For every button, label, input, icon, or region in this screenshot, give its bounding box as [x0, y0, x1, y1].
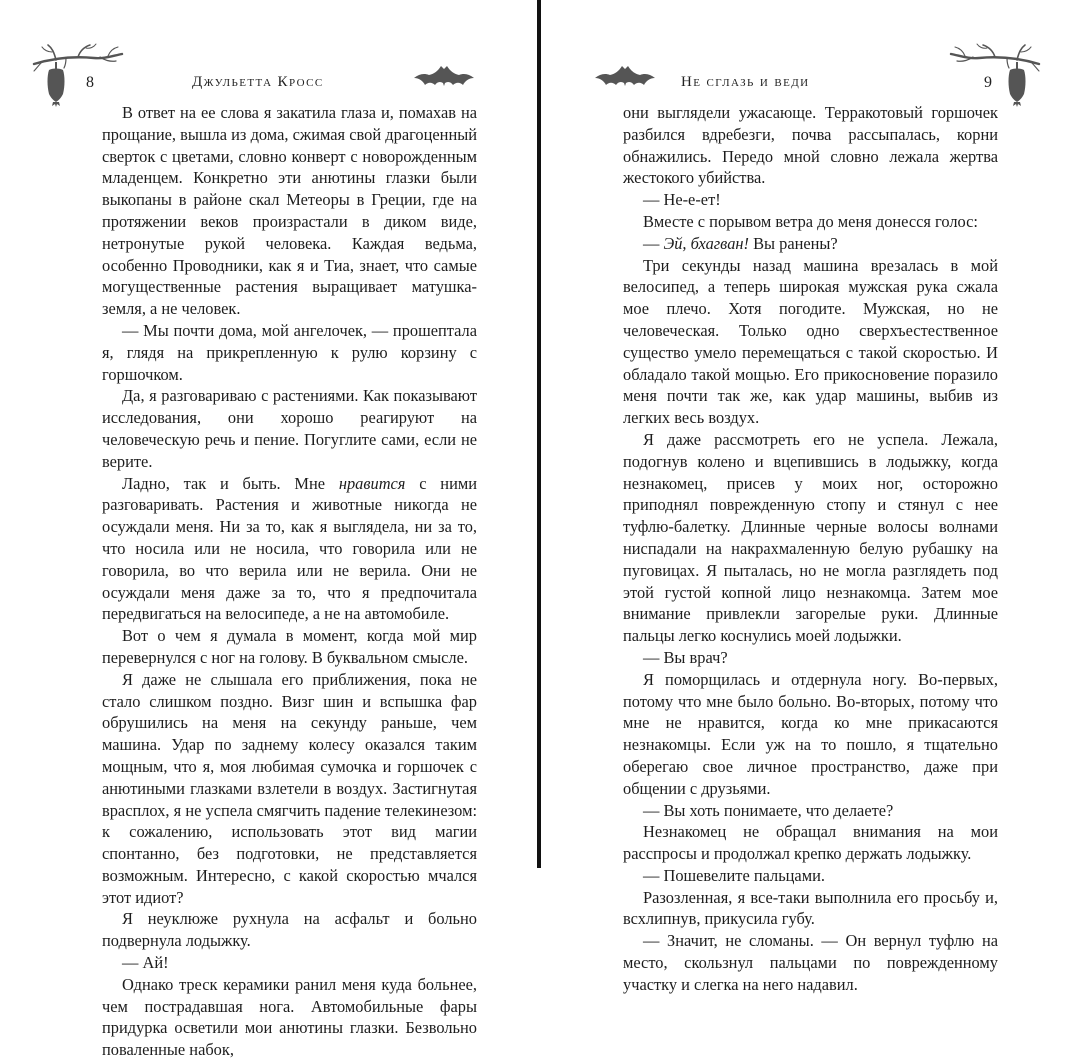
- paragraph: — Не-е-ет!: [643, 190, 721, 210]
- paragraph: Вместе с порывом ветра до меня донесся голос:: [643, 211, 978, 231]
- paragraph: Разозленная, я все-таки выполнила его просьбу и, всхлипнув, прикусила губу.: [623, 887, 998, 929]
- paragraph: — Вы врач?: [643, 647, 728, 667]
- left-page: [0, 0, 537, 1060]
- flying-bat-icon: [412, 64, 478, 88]
- tree-branch-with-hanging-bat-icon: [947, 40, 1047, 110]
- right-page: [541, 0, 1074, 994]
- paragraph: — Пошевелите пальцами.: [643, 865, 825, 885]
- paragraph: Незнакомец не обращал внимания на мои расспросы и продолжал крепко держать лодыжку.: [623, 822, 998, 864]
- page-number: 9: [984, 74, 992, 91]
- paragraph: Вот о чем я думала в момент, когда мой мир перевернулся с ног на голову. В буквальном смысле.: [102, 626, 477, 667]
- flying-bat-icon: [593, 64, 659, 88]
- body-text: [102, 102, 477, 1061]
- running-header: Не сглазь и веди: [681, 74, 810, 90]
- paragraph: Да, я разговариваю с растениями. Как показывают исследования, они хорошо реагируют на человеческую речь и пение. Погуглите сами, если не верите.: [102, 386, 477, 471]
- paragraph: Однако треск керамики ранил меня куда больнее, чем пострадавшая нога. Автомобильные фары придурка осветили мои анютины глазки. Безвольно поваленные набок,: [102, 974, 477, 1060]
- page-number: 8: [86, 74, 94, 91]
- paragraph: — Мы почти дома, мой ангелочек, — прошептала я, глядя на прикрепленную к рулю корзину с горшочком.: [102, 320, 477, 384]
- paragraph: Ладно, так и быть. Мне нравится с ними разговаривать. Растения и животные никогда не осуждали меня. Ни за то, как я выглядела, ни за то, что носила или не носила, что говорила или не говорила, во что верила или не верила. Они не осуждали меня даже за то, что я предпочитала передвигаться на велосипеде, а не на автомобиле.: [102, 473, 477, 624]
- italic-emphasis: нравится: [338, 473, 406, 493]
- paragraph: Три секунды назад машина врезалась в мой велосипед, а теперь широкая мужская рука сжала мое плечо. Хотя погодите. Мужская, но не человеческая. Только одно сверхъестественное существо умело перемещаться с такой скоростью. И обладало такой мощью. Его прикосновение поразило меня почти так же, как удар машины, выбив из легких весь воздух.: [623, 255, 998, 428]
- italic-emphasis: Эй, бхагван!: [663, 233, 749, 253]
- paragraph: Я даже не слышала его приближения, пока не стало слишком поздно. Визг шин и вспышка фар обрушились на меня на секунду раньше, чем машина. Удар по заднему колесу оказался таким мощным, что я, моя любимая сумочка и горшочек с анютиными глазками взлетели в воздух. Застигнутая врасплох, я не успела смягчить падение телекинезом: к сожалению, использовать этот вид магии спонтанно, без подготовки, не представляется возможным. Интересно, с какой скоростью мчался этот идиот?: [102, 669, 477, 907]
- tree-branch-with-hanging-bat-icon: [30, 40, 130, 110]
- paragraph: — Вы хоть понимаете, что делаете?: [643, 800, 894, 820]
- paragraph: — Значит, не сломаны. — Он вернул туфлю на место, скользнул пальцами по поврежденному участку и слегка на него надавил.: [623, 931, 998, 994]
- paragraph: они выглядели ужасающе. Терракотовый горшочек разбился вдребезги, почва рассыпалась, корни обнажились. Передо мной словно лежала жертва жестокого убийства.: [623, 103, 998, 188]
- paragraph: В ответ на ее слова я закатила глаза и, помахав на прощание, вышла из дома, сжимая свой драгоценный сверток с цветами, словно конверт с новорожденным младенцем. Конкретно эти анютины глазки были выкопаны в районе скал Метеоры в Греции, где на протяжении веков произрастали в диком виде, нетронутые рукой человека. Каждая ведьма, особенно Проводники, как я и Тиа, знает, что самые могущественные растения выращивает матушка-земля, а не человек.: [102, 103, 477, 319]
- running-header: Джульетта Кросс: [192, 74, 324, 90]
- paragraph: Я даже рассмотреть его не успела. Лежала, подогнув колено и вцепившись в лодыжку, когда незнакомец, присев у моих ног, осторожно приподнял поврежденную стопу и стянул с нее туфлю-балетку. Длинные черные волосы волнами ниспадали на накрахмаленную белую рубашку на пуговицах. Я пыталась, но не могла разглядеть под этой густой копной лицо незнакомца. Затем мое внимание привлекли загорелые руки. Длинные пальцы легко коснулись моей лодыжки.: [623, 429, 998, 646]
- paragraph: — Ай!: [122, 953, 169, 973]
- paragraph: — Эй, бхагван! Вы ранены?: [643, 233, 838, 253]
- paragraph: Я поморщилась и отдернула ногу. Во-первых, потому что мне было больно. Во-вторых, потому что мне не нравится, когда ко мне прикасаются незнакомцы. Если уж на то пошло, я тщательно оберегаю свое личное пространство, даже при общении с друзьями.: [623, 669, 998, 798]
- body-text: [623, 102, 998, 996]
- paragraph: Я неуклюже рухнула на асфальт и больно подвернула лодыжку.: [102, 909, 477, 951]
